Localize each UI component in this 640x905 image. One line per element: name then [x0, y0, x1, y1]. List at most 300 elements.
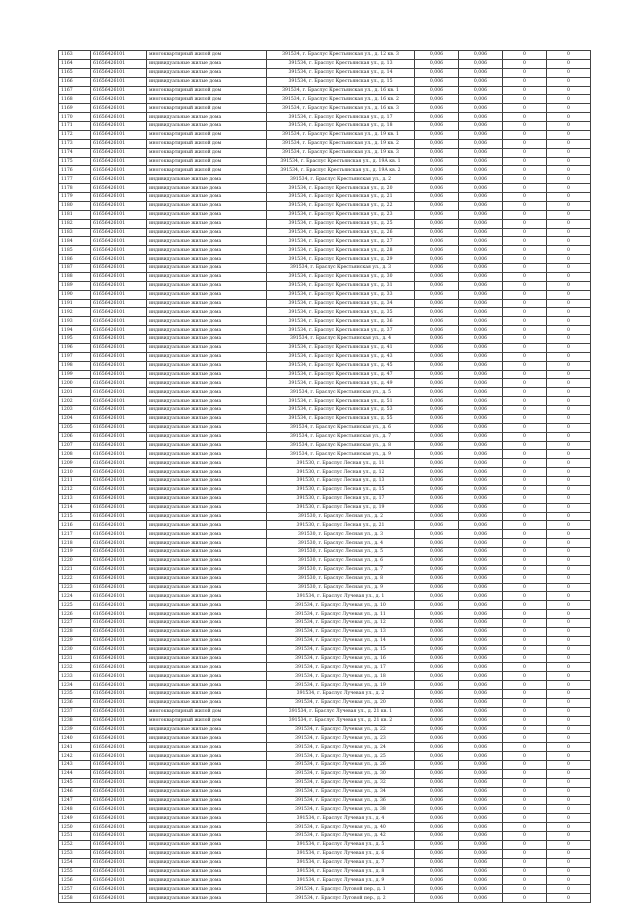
- cell-value-2: 0,006: [459, 663, 503, 672]
- cell-row-number: 1203: [59, 406, 91, 415]
- cell-value-4: 0: [547, 690, 591, 699]
- cell-value-2: 0,006: [459, 379, 503, 388]
- cell-oktmo-code: 61656426101: [91, 574, 147, 583]
- table-row: [59, 619, 591, 628]
- table-row: [59, 645, 591, 654]
- cell-value-1: 0,006: [415, 477, 459, 486]
- table-row: [59, 672, 591, 681]
- cell-value-3: 0: [503, 468, 547, 477]
- cell-address: 391534, г. Браслус Лучевая ул., д. 14: [267, 636, 415, 645]
- cell-value-4: 0: [547, 148, 591, 157]
- cell-building-type: индивидуальные жилые дома: [147, 539, 267, 548]
- cell-value-2: 0,006: [459, 610, 503, 619]
- cell-value-3: 0: [503, 459, 547, 468]
- cell-value-2: 0,006: [459, 707, 503, 716]
- cell-row-number: 1166: [59, 77, 91, 86]
- cell-row-number: 1223: [59, 583, 91, 592]
- cell-address: 391530, г. Браслус Лесная ул., д. 15: [267, 485, 415, 494]
- table-row: [59, 397, 591, 406]
- cell-value-3: 0: [503, 95, 547, 104]
- cell-value-3: 0: [503, 139, 547, 148]
- cell-value-4: 0: [547, 379, 591, 388]
- cell-value-1: 0,006: [415, 104, 459, 113]
- cell-row-number: 1234: [59, 681, 91, 690]
- cell-building-type: индивидуальные жилые дома: [147, 59, 267, 68]
- cell-value-4: 0: [547, 352, 591, 361]
- cell-value-3: 0: [503, 335, 547, 344]
- cell-value-2: 0,006: [459, 823, 503, 832]
- cell-value-4: 0: [547, 317, 591, 326]
- cell-value-1: 0,006: [415, 317, 459, 326]
- cell-value-2: 0,006: [459, 876, 503, 885]
- cell-oktmo-code: 61656426101: [91, 707, 147, 716]
- cell-value-1: 0,006: [415, 716, 459, 725]
- cell-row-number: 1208: [59, 450, 91, 459]
- cell-row-number: 1165: [59, 68, 91, 77]
- table-row: [59, 494, 591, 503]
- cell-building-type: индивидуальные жилые дома: [147, 636, 267, 645]
- cell-oktmo-code: 61656426101: [91, 619, 147, 628]
- cell-address: 391534, г. Браслус Лучевая ул., д. 38: [267, 805, 415, 814]
- cell-value-1: 0,006: [415, 432, 459, 441]
- cell-oktmo-code: 61656426101: [91, 219, 147, 228]
- cell-value-1: 0,006: [415, 627, 459, 636]
- cell-value-3: 0: [503, 752, 547, 761]
- cell-value-2: 0,006: [459, 450, 503, 459]
- cell-value-4: 0: [547, 796, 591, 805]
- cell-value-1: 0,006: [415, 255, 459, 264]
- cell-building-type: индивидуальные жилые дома: [147, 246, 267, 255]
- table-row: [59, 583, 591, 592]
- cell-value-3: 0: [503, 734, 547, 743]
- cell-address: 391534, г. Браслус Крестьянская ул., д. 15: [267, 77, 415, 86]
- cell-address: 391530, г. Браслус Лесная ул., д. 4: [267, 539, 415, 548]
- cell-address: 391534, г. Браслус Крестьянская ул., д. 19 кв. 1: [267, 130, 415, 139]
- cell-oktmo-code: 61656426101: [91, 122, 147, 131]
- cell-value-3: 0: [503, 157, 547, 166]
- cell-value-2: 0,006: [459, 104, 503, 113]
- cell-value-2: 0,006: [459, 219, 503, 228]
- cell-oktmo-code: 61656426101: [91, 858, 147, 867]
- document-page: [58, 50, 590, 903]
- cell-row-number: 1236: [59, 698, 91, 707]
- cell-value-1: 0,006: [415, 86, 459, 95]
- cell-value-2: 0,006: [459, 122, 503, 131]
- cell-address: 391534, г. Браслус Крестьянская ул., д. 3: [267, 264, 415, 273]
- cell-value-3: 0: [503, 379, 547, 388]
- cell-value-2: 0,006: [459, 272, 503, 281]
- cell-row-number: 1199: [59, 370, 91, 379]
- cell-value-1: 0,006: [415, 769, 459, 778]
- cell-value-4: 0: [547, 423, 591, 432]
- cell-row-number: 1205: [59, 423, 91, 432]
- cell-value-3: 0: [503, 193, 547, 202]
- cell-value-2: 0,006: [459, 414, 503, 423]
- cell-value-3: 0: [503, 858, 547, 867]
- table-row: [59, 51, 591, 60]
- table-row: [59, 894, 591, 903]
- cell-value-4: 0: [547, 610, 591, 619]
- table-row: [59, 725, 591, 734]
- table-row: [59, 343, 591, 352]
- cell-address: 391530, г. Браслус Лесная ул., д. 11: [267, 459, 415, 468]
- table-row: [59, 166, 591, 175]
- cell-value-4: 0: [547, 814, 591, 823]
- cell-building-type: индивидуальные жилые дома: [147, 672, 267, 681]
- cell-oktmo-code: 61656426101: [91, 51, 147, 60]
- cell-address: 391534, г. Браслус Лучевая ул., д. 2: [267, 690, 415, 699]
- cell-row-number: 1255: [59, 867, 91, 876]
- cell-address: 391534, г. Браслус Лучевая ул., д. 1: [267, 592, 415, 601]
- cell-value-1: 0,006: [415, 459, 459, 468]
- cell-value-4: 0: [547, 592, 591, 601]
- cell-value-2: 0,006: [459, 627, 503, 636]
- cell-building-type: индивидуальные жилые дома: [147, 601, 267, 610]
- cell-building-type: индивидуальные жилые дома: [147, 441, 267, 450]
- cell-building-type: индивидуальные жилые дома: [147, 769, 267, 778]
- cell-value-2: 0,006: [459, 77, 503, 86]
- cell-value-1: 0,006: [415, 228, 459, 237]
- cell-value-3: 0: [503, 565, 547, 574]
- cell-oktmo-code: 61656426101: [91, 477, 147, 486]
- cell-value-1: 0,006: [415, 752, 459, 761]
- cell-value-4: 0: [547, 521, 591, 530]
- cell-oktmo-code: 61656426101: [91, 698, 147, 707]
- cell-value-3: 0: [503, 441, 547, 450]
- cell-oktmo-code: 61656426101: [91, 201, 147, 210]
- cell-value-2: 0,006: [459, 95, 503, 104]
- cell-value-2: 0,006: [459, 468, 503, 477]
- cell-address: 391534, г. Браслус Крестьянская ул., д. 30: [267, 272, 415, 281]
- cell-value-3: 0: [503, 494, 547, 503]
- cell-building-type: индивидуальные жилые дома: [147, 255, 267, 264]
- cell-value-4: 0: [547, 166, 591, 175]
- cell-address: 391534, г. Браслус Крестьянская ул., д. 19А кв. 2: [267, 166, 415, 175]
- cell-value-2: 0,006: [459, 406, 503, 415]
- cell-value-1: 0,006: [415, 645, 459, 654]
- cell-row-number: 1233: [59, 672, 91, 681]
- cell-building-type: индивидуальные жилые дома: [147, 690, 267, 699]
- cell-value-4: 0: [547, 805, 591, 814]
- cell-row-number: 1200: [59, 379, 91, 388]
- cell-value-4: 0: [547, 645, 591, 654]
- cell-value-1: 0,006: [415, 539, 459, 548]
- table-row: [59, 654, 591, 663]
- cell-value-1: 0,006: [415, 370, 459, 379]
- cell-oktmo-code: 61656426101: [91, 530, 147, 539]
- cell-value-4: 0: [547, 832, 591, 841]
- cell-oktmo-code: 61656426101: [91, 388, 147, 397]
- table-row: [59, 734, 591, 743]
- cell-value-1: 0,006: [415, 414, 459, 423]
- cell-row-number: 1250: [59, 823, 91, 832]
- cell-row-number: 1163: [59, 51, 91, 60]
- cell-row-number: 1226: [59, 610, 91, 619]
- cell-value-2: 0,006: [459, 645, 503, 654]
- cell-value-3: 0: [503, 512, 547, 521]
- table-row: [59, 423, 591, 432]
- cell-address: 391534, г. Браслус Лучевая ул., д. 19: [267, 681, 415, 690]
- cell-value-3: 0: [503, 849, 547, 858]
- cell-building-type: индивидуальные жилые дома: [147, 583, 267, 592]
- cell-row-number: 1215: [59, 512, 91, 521]
- cell-value-1: 0,006: [415, 743, 459, 752]
- cell-address: 391534, г. Браслус Крестьянская ул., д. 9: [267, 450, 415, 459]
- table-row: [59, 459, 591, 468]
- cell-row-number: 1221: [59, 565, 91, 574]
- cell-oktmo-code: 61656426101: [91, 343, 147, 352]
- cell-value-3: 0: [503, 761, 547, 770]
- cell-address: 391534, г. Браслус Крестьянская ул., д. 13: [267, 59, 415, 68]
- table-row: [59, 228, 591, 237]
- cell-oktmo-code: 61656426101: [91, 86, 147, 95]
- cell-address: 391534, г. Браслус Лучевая ул., д. 42: [267, 832, 415, 841]
- cell-value-1: 0,006: [415, 761, 459, 770]
- cell-address: 391534, г. Браслус Крестьянская ул., д. 55: [267, 414, 415, 423]
- cell-address: 391534, г. Браслус Лучевая ул., д. 6: [267, 849, 415, 858]
- cell-value-3: 0: [503, 77, 547, 86]
- cell-value-1: 0,006: [415, 601, 459, 610]
- cell-row-number: 1180: [59, 201, 91, 210]
- cell-value-4: 0: [547, 59, 591, 68]
- cell-value-1: 0,006: [415, 379, 459, 388]
- cell-value-3: 0: [503, 823, 547, 832]
- cell-building-type: индивидуальные жилые дома: [147, 645, 267, 654]
- cell-value-1: 0,006: [415, 503, 459, 512]
- cell-row-number: 1182: [59, 219, 91, 228]
- cell-oktmo-code: 61656426101: [91, 423, 147, 432]
- cell-address: 391534, г. Браслус Крестьянская ул., д. 4: [267, 335, 415, 344]
- cell-value-2: 0,006: [459, 574, 503, 583]
- cell-value-4: 0: [547, 139, 591, 148]
- cell-value-4: 0: [547, 388, 591, 397]
- cell-address: 391534, г. Браслус Крестьянская ул., д. 16 кв. 1: [267, 86, 415, 95]
- cell-value-3: 0: [503, 627, 547, 636]
- cell-address: 391534, г. Браслус Лучевая ул., д. 25: [267, 752, 415, 761]
- cell-value-1: 0,006: [415, 352, 459, 361]
- cell-row-number: 1237: [59, 707, 91, 716]
- cell-value-1: 0,006: [415, 122, 459, 131]
- cell-address: 391530, г. Браслус Лесная ул., д. 19: [267, 503, 415, 512]
- cell-building-type: индивидуальные жилые дома: [147, 477, 267, 486]
- cell-address: 391530, г. Браслус Лесная ул., д. 12: [267, 468, 415, 477]
- cell-value-1: 0,006: [415, 299, 459, 308]
- cell-value-4: 0: [547, 681, 591, 690]
- cell-building-type: индивидуальные жилые дома: [147, 610, 267, 619]
- cell-building-type: индивидуальные жилые дома: [147, 840, 267, 849]
- cell-address: 391534, г. Браслус Луговой пер., д. 2: [267, 894, 415, 903]
- cell-building-type: индивидуальные жилые дома: [147, 734, 267, 743]
- cell-value-2: 0,006: [459, 894, 503, 903]
- cell-address: 391534, г. Браслус Лучевая ул., д. 36: [267, 796, 415, 805]
- cell-oktmo-code: 61656426101: [91, 849, 147, 858]
- cell-oktmo-code: 61656426101: [91, 512, 147, 521]
- table-row: [59, 752, 591, 761]
- cell-building-type: многоквартирный жилой дом: [147, 104, 267, 113]
- cell-value-4: 0: [547, 335, 591, 344]
- cell-oktmo-code: 61656426101: [91, 894, 147, 903]
- cell-address: 391534, г. Браслус Крестьянская ул., д. 22: [267, 201, 415, 210]
- data-table: [58, 50, 591, 903]
- cell-value-1: 0,006: [415, 548, 459, 557]
- cell-oktmo-code: 61656426101: [91, 414, 147, 423]
- table-row: [59, 814, 591, 823]
- cell-value-4: 0: [547, 752, 591, 761]
- cell-oktmo-code: 61656426101: [91, 432, 147, 441]
- cell-value-2: 0,006: [459, 210, 503, 219]
- cell-value-2: 0,006: [459, 130, 503, 139]
- cell-value-3: 0: [503, 228, 547, 237]
- cell-value-2: 0,006: [459, 512, 503, 521]
- cell-value-1: 0,006: [415, 184, 459, 193]
- cell-row-number: 1219: [59, 548, 91, 557]
- cell-value-3: 0: [503, 450, 547, 459]
- cell-value-1: 0,006: [415, 636, 459, 645]
- cell-row-number: 1185: [59, 246, 91, 255]
- table-row: [59, 201, 591, 210]
- cell-value-1: 0,006: [415, 201, 459, 210]
- table-row: [59, 237, 591, 246]
- cell-value-3: 0: [503, 299, 547, 308]
- cell-row-number: 1190: [59, 290, 91, 299]
- cell-value-3: 0: [503, 769, 547, 778]
- cell-value-3: 0: [503, 698, 547, 707]
- cell-oktmo-code: 61656426101: [91, 663, 147, 672]
- cell-oktmo-code: 61656426101: [91, 645, 147, 654]
- table-row: [59, 539, 591, 548]
- cell-oktmo-code: 61656426101: [91, 450, 147, 459]
- cell-building-type: индивидуальные жилые дома: [147, 317, 267, 326]
- cell-value-1: 0,006: [415, 397, 459, 406]
- cell-value-2: 0,006: [459, 184, 503, 193]
- cell-building-type: индивидуальные жилые дома: [147, 619, 267, 628]
- cell-oktmo-code: 61656426101: [91, 370, 147, 379]
- cell-oktmo-code: 61656426101: [91, 556, 147, 565]
- table-row: [59, 574, 591, 583]
- table-row: [59, 876, 591, 885]
- cell-value-4: 0: [547, 601, 591, 610]
- cell-row-number: 1214: [59, 503, 91, 512]
- cell-row-number: 1244: [59, 769, 91, 778]
- cell-row-number: 1213: [59, 494, 91, 503]
- cell-address: 391534, г. Браслус Лучевая ул., д. 11: [267, 610, 415, 619]
- cell-value-2: 0,006: [459, 654, 503, 663]
- cell-oktmo-code: 61656426101: [91, 539, 147, 548]
- cell-value-3: 0: [503, 104, 547, 113]
- cell-value-1: 0,006: [415, 583, 459, 592]
- cell-value-3: 0: [503, 663, 547, 672]
- cell-value-2: 0,006: [459, 565, 503, 574]
- cell-building-type: многоквартирный жилой дом: [147, 148, 267, 157]
- table-row: [59, 565, 591, 574]
- cell-value-1: 0,006: [415, 832, 459, 841]
- cell-row-number: 1241: [59, 743, 91, 752]
- cell-row-number: 1184: [59, 237, 91, 246]
- cell-building-type: индивидуальные жилые дома: [147, 335, 267, 344]
- cell-row-number: 1198: [59, 361, 91, 370]
- cell-value-1: 0,006: [415, 663, 459, 672]
- cell-value-2: 0,006: [459, 343, 503, 352]
- cell-address: 391534, г. Браслус Лучевая ул., д. 32: [267, 778, 415, 787]
- cell-address: 391534, г. Браслус Лучевая ул., д. 13: [267, 627, 415, 636]
- cell-value-3: 0: [503, 477, 547, 486]
- cell-value-3: 0: [503, 832, 547, 841]
- cell-value-4: 0: [547, 51, 591, 60]
- table-row: [59, 193, 591, 202]
- cell-address: 391534, г. Браслус Крестьянская ул., д. 53: [267, 406, 415, 415]
- cell-address: 391534, г. Браслус Лучевая ул., д. 22: [267, 725, 415, 734]
- table-row: [59, 716, 591, 725]
- cell-building-type: индивидуальные жилые дома: [147, 752, 267, 761]
- cell-row-number: 1254: [59, 858, 91, 867]
- cell-value-3: 0: [503, 725, 547, 734]
- cell-value-4: 0: [547, 867, 591, 876]
- cell-building-type: индивидуальные жилые дома: [147, 796, 267, 805]
- cell-oktmo-code: 61656426101: [91, 681, 147, 690]
- cell-value-1: 0,006: [415, 734, 459, 743]
- cell-row-number: 1169: [59, 104, 91, 113]
- cell-building-type: индивидуальные жилые дома: [147, 698, 267, 707]
- table-row: [59, 823, 591, 832]
- cell-oktmo-code: 61656426101: [91, 175, 147, 184]
- cell-value-3: 0: [503, 894, 547, 903]
- cell-value-3: 0: [503, 707, 547, 716]
- cell-value-4: 0: [547, 255, 591, 264]
- cell-building-type: индивидуальные жилые дома: [147, 290, 267, 299]
- cell-building-type: индивидуальные жилые дома: [147, 388, 267, 397]
- cell-row-number: 1224: [59, 592, 91, 601]
- cell-value-2: 0,006: [459, 264, 503, 273]
- cell-value-3: 0: [503, 166, 547, 175]
- cell-value-2: 0,006: [459, 530, 503, 539]
- cell-value-2: 0,006: [459, 370, 503, 379]
- table-row: [59, 761, 591, 770]
- cell-value-3: 0: [503, 388, 547, 397]
- cell-value-1: 0,006: [415, 219, 459, 228]
- cell-value-4: 0: [547, 743, 591, 752]
- table-row: [59, 690, 591, 699]
- cell-value-2: 0,006: [459, 139, 503, 148]
- cell-row-number: 1183: [59, 228, 91, 237]
- cell-value-1: 0,006: [415, 894, 459, 903]
- cell-address: 391534, г. Браслус Крестьянская ул., д. 6: [267, 423, 415, 432]
- cell-oktmo-code: 61656426101: [91, 654, 147, 663]
- cell-value-2: 0,006: [459, 814, 503, 823]
- cell-row-number: 1177: [59, 175, 91, 184]
- cell-building-type: индивидуальные жилые дома: [147, 468, 267, 477]
- table-row: [59, 867, 591, 876]
- cell-value-2: 0,006: [459, 636, 503, 645]
- table-row: [59, 255, 591, 264]
- cell-value-3: 0: [503, 787, 547, 796]
- cell-row-number: 1192: [59, 308, 91, 317]
- cell-row-number: 1245: [59, 778, 91, 787]
- cell-address: 391534, г. Браслус Крестьянская ул., д. 7: [267, 432, 415, 441]
- table-row: [59, 290, 591, 299]
- table-row: [59, 414, 591, 423]
- cell-address: 391534, г. Браслус Крестьянская ул., д. 43: [267, 352, 415, 361]
- cell-value-3: 0: [503, 148, 547, 157]
- table-row: [59, 832, 591, 841]
- cell-row-number: 1216: [59, 521, 91, 530]
- cell-value-2: 0,006: [459, 459, 503, 468]
- cell-building-type: индивидуальные жилые дома: [147, 237, 267, 246]
- cell-address: 391534, г. Браслус Лучевая ул., д. 34: [267, 787, 415, 796]
- cell-value-4: 0: [547, 68, 591, 77]
- cell-value-2: 0,006: [459, 698, 503, 707]
- cell-building-type: индивидуальные жилые дома: [147, 175, 267, 184]
- cell-oktmo-code: 61656426101: [91, 840, 147, 849]
